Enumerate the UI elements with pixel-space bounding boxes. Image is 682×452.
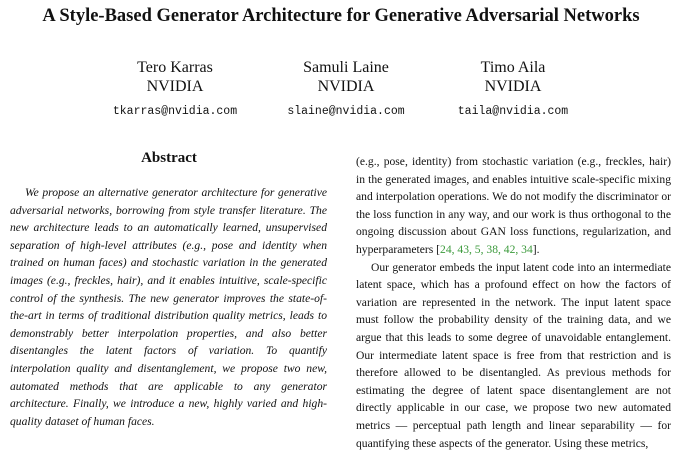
author-block-3 <box>433 58 593 121</box>
intro-paragraph-1 <box>356 153 671 259</box>
intro-paragraph-1-end: ]. <box>532 242 540 256</box>
author-block-1 <box>95 58 255 121</box>
intro-paragraph-2: Our generator embeds the input latent code into an intermediate latent space, which has a profound effect on how the factors of variation are represented in the network. The input latent space must follow the probability density of the training data, and we argue that this leads to some degree of unavoidable entanglement. Our intermediate latent space is free from that restriction and is therefore allowed to be disentangled. As previous methods for estimating the degree of latent space disentanglement are not directly applicable in our case, we propose two new automated metrics — perceptual path length and linear separability — for quantifying these aspects of the generator. Using these metrics, <box>356 260 671 450</box>
intro-paragraph-1-text: (e.g., pose, identity) from stochastic variation (e.g., freckles, hair) in the generated images, and enables intuitive scale-specific mixing and interpolation operations. We do not modify the discriminator or the loss function in any way, and our work is thus orthogonal to the ongoing discussion about GAN loss functions, regularization, and hyperparameters [ <box>356 155 671 256</box>
author-affiliation: NVIDIA <box>484 78 542 95</box>
author-name: Samuli Laine <box>303 59 389 76</box>
author-email: taila@nvidia.com <box>457 105 569 118</box>
author-name: Timo Aila <box>480 59 546 76</box>
abstract-heading: Abstract <box>141 150 197 166</box>
author-block-2 <box>266 58 426 121</box>
author-affiliation: NVIDIA <box>317 78 375 95</box>
abstract-body: We propose an alternative generator architecture for generative adversarial networks, borrowing from style transfer literature. The new architecture leads to an automatically learned, unsupervised separation of high-level attributes (e.g., pose and identity when trained on human faces) and stochastic variation in the generated images (e.g., freckles, hair), and it enables intuitive, scale-specific control of the synthesis. The new generator improves the state-of-the-art in terms of traditional distribution quality metrics, leads to demonstrably better interpolation properties, and also better disentangles the latent factors of variation. To quantify interpolation quality and disentanglement, we propose two new, automated methods that are applicable to any generator architecture. Finally, we introduce a new, highly varied and high-quality dataset of human faces. <box>10 186 327 428</box>
author-name: Tero Karras <box>137 59 213 76</box>
citation-link-group[interactable]: 24, 43, 5, 38, 42, 34 <box>440 242 533 256</box>
author-email: slaine@nvidia.com <box>287 105 405 118</box>
author-email: tkarras@nvidia.com <box>112 105 238 118</box>
paper-title: A Style-Based Generator Architecture for Generative Adversarial Networks <box>42 6 640 26</box>
intro-column <box>356 153 671 452</box>
author-affiliation: NVIDIA <box>146 78 204 95</box>
